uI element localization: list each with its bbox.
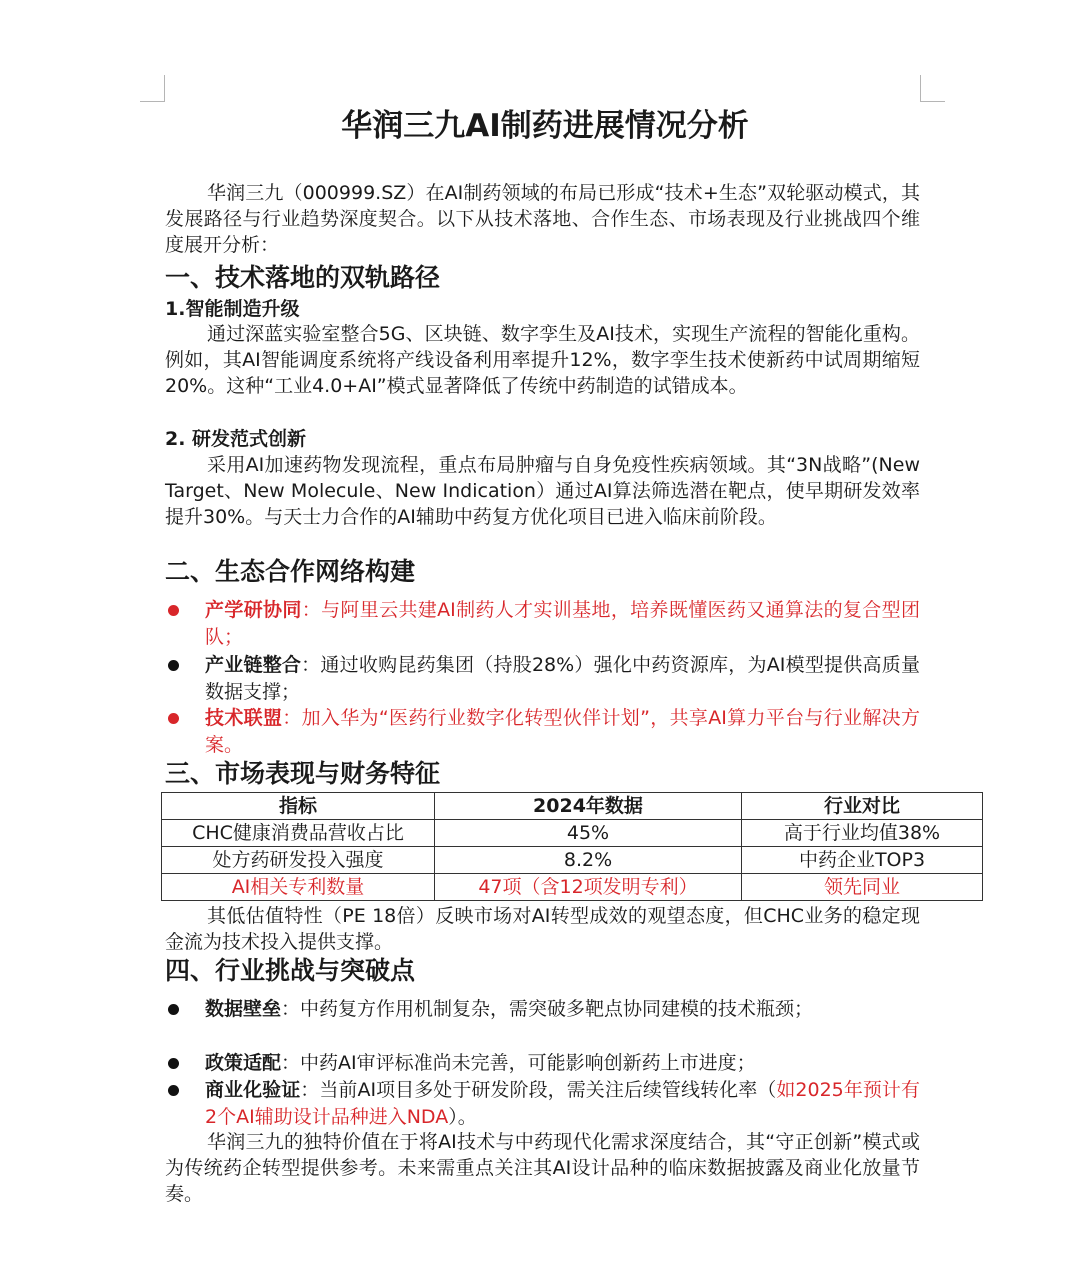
- table-cell: 处方药研发投入强度: [162, 847, 435, 874]
- bullet-text: ：通过收购昆药集团（持股28%）强化中药资源库，为AI模型提供高质量数据支撑；: [205, 654, 920, 703]
- table-cell: 领先同业: [742, 874, 983, 901]
- bullet-dot-icon: [168, 1004, 179, 1015]
- table-cell: 47项（含12项发明专利）: [435, 874, 742, 901]
- bullet-dot-icon: [168, 660, 179, 671]
- bullet-label: 商业化验证: [205, 1079, 301, 1101]
- intro-paragraph: 华润三九（000999.SZ）在AI制药领域的布局已形成“技术+生态”双轮驱动模式，其发展路径与行业趋势深度契合。以下从技术落地、合作生态、市场表现及行业挑战四个维度展开分析：: [165, 182, 920, 256]
- bullet-label: 政策适配: [205, 1052, 282, 1074]
- table-row: [162, 847, 983, 874]
- list-item: [165, 705, 920, 759]
- document-title: 华润三九AI制药进展情况分析: [341, 108, 749, 144]
- section4-heading: 四、行业挑战与突破点: [165, 956, 416, 985]
- bullet-dot-icon: [168, 1085, 179, 1096]
- bullet-dot-icon: [168, 713, 179, 724]
- page-corner-mark-right: [920, 75, 945, 102]
- table-row: [162, 820, 983, 847]
- bullet-label: 数据壁垒: [205, 998, 282, 1020]
- list-item: [165, 652, 920, 706]
- list-item: [165, 1050, 920, 1077]
- table-cell: 中药企业TOP3: [742, 847, 983, 874]
- table-header-row: [162, 793, 983, 820]
- section1-heading: 一、技术落地的双轨路径: [165, 263, 441, 292]
- bullet-text: ：中药复方作用机制复杂，需突破多靶点协同建模的技术瓶颈；: [281, 998, 814, 1020]
- section1-sub1-body: 通过深蓝实验室整合5G、区块链、数字孪生及AI技术，实现生产流程的智能化重构。例如，其AI智能调度系统将产线设备利用率提升12%，数字孪生技术使新药中试周期缩短20%。这种“工业4.0+AI”模式显著降低了传统中药制造的试错成本。: [165, 323, 920, 397]
- section1-sub2-heading: 2. 研发范式创新: [165, 428, 307, 450]
- bullet-label: 产学研协同: [205, 599, 302, 621]
- bullet-dot-icon: [168, 605, 179, 616]
- table-cell: 高于行业均值38%: [742, 820, 983, 847]
- bullet-label: 产业链整合: [205, 654, 302, 676]
- bullet-text: ：当前AI项目多处于研发阶段，需关注后续管线转化率（: [300, 1079, 777, 1101]
- section3-heading: 三、市场表现与财务特征: [165, 759, 441, 788]
- bullet-label: 技术联盟: [205, 707, 283, 729]
- conclusion-paragraph: 华润三九的独特价值在于将AI技术与中药现代化需求深度结合，其“守正创新”模式或为传统药企转型提供参考。未来需重点关注其AI设计品种的临床数据披露及商业化放量节奏。: [165, 1131, 920, 1205]
- table-header-cell: 行业对比: [742, 793, 983, 820]
- table-cell: AI相关专利数量: [162, 874, 435, 901]
- bullet-dot-icon: [168, 1058, 179, 1069]
- table-header-cell: 2024年数据: [435, 793, 742, 820]
- section3-body: 其低估值特性（PE 18倍）反映市场对AI转型成效的观望态度，但CHC业务的稳定现金流为技术投入提供支撑。: [165, 905, 920, 953]
- list-item: [165, 1077, 920, 1131]
- metrics-table: [161, 792, 983, 901]
- page-corner-mark-left: [140, 75, 165, 102]
- bullet-text: ：与阿里云共建AI制药人才实训基地，培养既懂医药又通算法的复合型团队；: [205, 599, 920, 648]
- list-item: [165, 597, 920, 651]
- section1-sub1-heading: 1.智能制造升级: [165, 298, 300, 320]
- bullet-tail-text: ）。: [448, 1106, 477, 1128]
- bullet-highlight-text: 如2025年预计有2个AI辅助设计品种进入NDA: [205, 1079, 920, 1128]
- table-row: [162, 874, 983, 901]
- table-header-cell: 指标: [162, 793, 435, 820]
- table-cell: 45%: [435, 820, 742, 847]
- list-item: [165, 996, 920, 1023]
- bullet-text: ：中药AI审评标准尚未完善，可能影响创新药上市进度；: [281, 1052, 756, 1074]
- section1-sub2-body: 采用AI加速药物发现流程，重点布局肿瘤与自身免疫性疾病领域。其“3N战略”(New Target、New Molecule、New Indication）通过AI算法筛选潜在靶点，使早期研发效率提升30%。与天士力合作的AI辅助中药复方优化项目已进入临床前阶段。: [165, 454, 920, 528]
- table-cell: CHC健康消费品营收占比: [162, 820, 435, 847]
- table-cell: 8.2%: [435, 847, 742, 874]
- section2-heading: 二、生态合作网络构建: [165, 557, 416, 586]
- bullet-text: ：加入华为“医药行业数字化转型伙伴计划”，共享AI算力平台与行业解决方案。: [205, 707, 920, 756]
